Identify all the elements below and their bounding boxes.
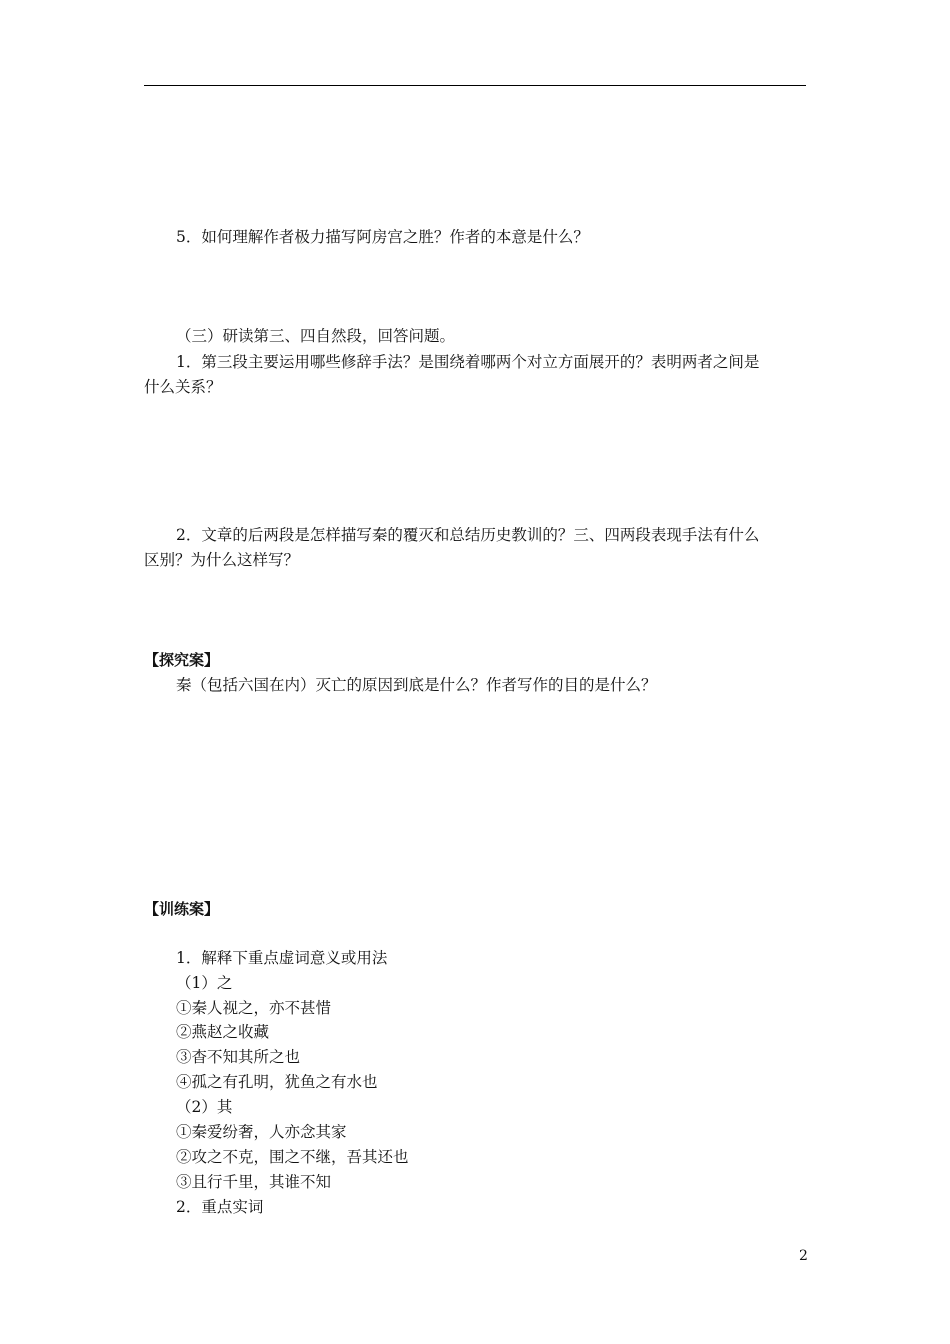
list-item: ②燕赵之收藏	[176, 1023, 270, 1041]
section-3-q1-line2: 什么关系？	[144, 378, 222, 396]
training-item-2: 2．重点实词	[176, 1198, 264, 1216]
training-item-1: 1．解释下重点虚词意义或用法	[176, 949, 388, 967]
explore-title: 【探究案】	[144, 651, 220, 669]
section-3-q1-line1: 1．第三段主要运用哪些修辞手法？是围绕着哪两个对立方面展开的？表明两者之间是	[176, 353, 760, 371]
list-item: ①秦爱纷奢，人亦念其家	[176, 1123, 347, 1141]
explore-question: 秦（包括六国在内）灭亡的原因到底是什么？作者写作的目的是什么？	[176, 676, 657, 694]
list-item: ③且行千里，其谁不知	[176, 1173, 332, 1191]
list-item: ②攻之不克，围之不继，吾其还也	[176, 1148, 409, 1166]
question-5: 5．如何理解作者极力描写阿房宫之胜？作者的本意是什么？	[176, 228, 589, 246]
section-3-q2-line1: 2．文章的后两段是怎样描写秦的覆灭和总结历史教训的？三、四两段表现手法有什么	[176, 526, 760, 544]
section-3-q2-line2: 区别？为什么这样写？	[144, 551, 300, 569]
training-sub-2: （2）其	[176, 1098, 233, 1116]
header-rule	[144, 85, 806, 86]
list-item: ③杳不知其所之也	[176, 1048, 301, 1066]
training-sub-1: （1）之	[176, 974, 233, 992]
training-title: 【训练案】	[144, 900, 220, 918]
list-item: ④孤之有孔明，犹鱼之有水也	[176, 1073, 378, 1091]
page-number: 2	[799, 1248, 808, 1264]
list-item: ①秦人视之，亦不甚惜	[176, 999, 332, 1017]
section-3-heading: （三）研读第三、四自然段，回答问题。	[176, 327, 456, 345]
